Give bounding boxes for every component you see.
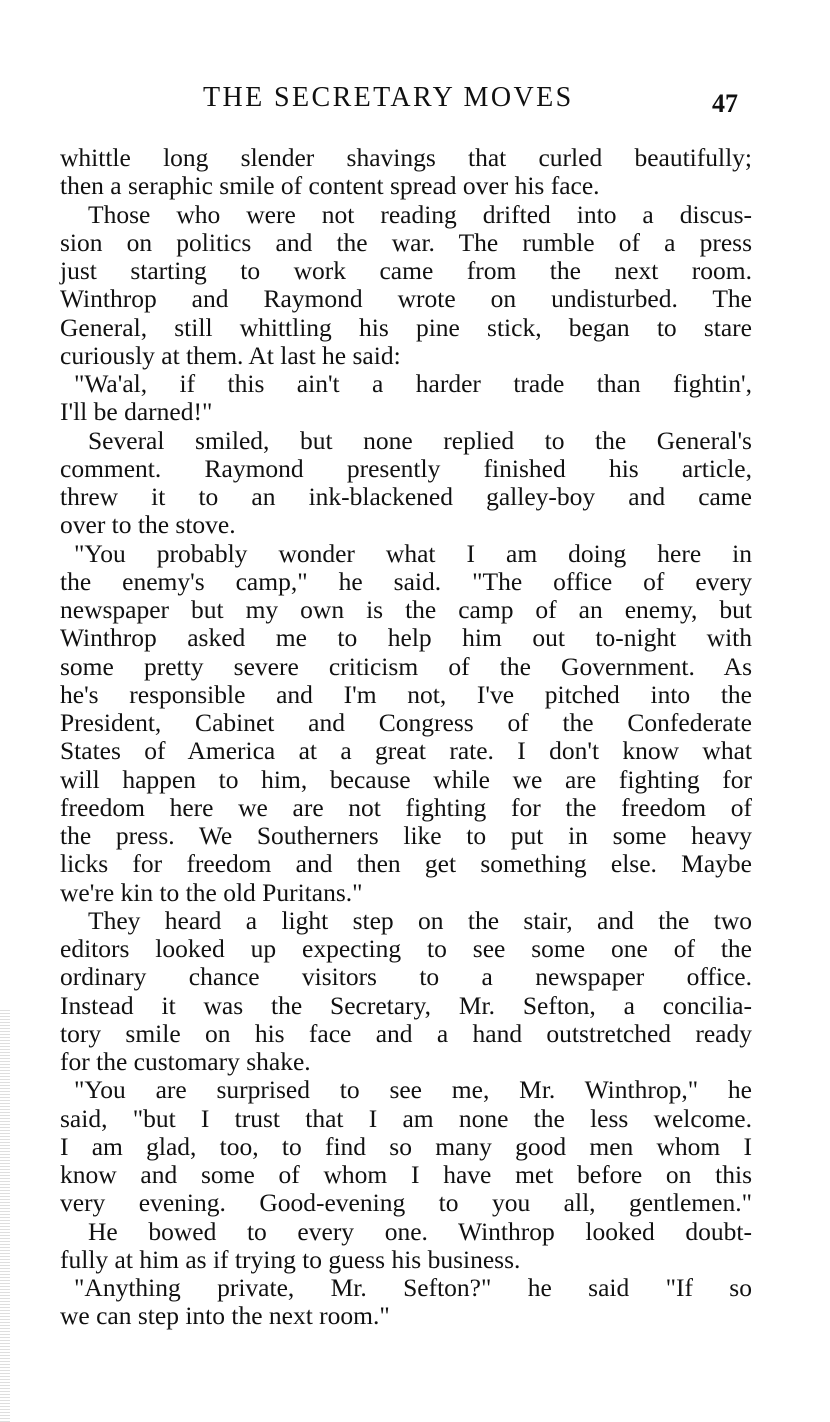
text-line: freedom here we are not fighting for the freedom of [60, 792, 752, 822]
text-line: tory smile on his face and a hand outstretched ready [60, 1018, 752, 1048]
text-line: some pretty severe criticism of the Government. As [60, 651, 752, 681]
text-line: threw it to an ink-blackened galley-boy and came [60, 482, 752, 511]
text-line: Instead it was the Secretary, Mr. Sefton, a concilia- [60, 990, 752, 1020]
running-head: THE SECRETARY MOVES [203, 82, 574, 113]
body-text [60, 144, 752, 1331]
text-line: ordinary chance visitors to a newspaper office. [60, 962, 752, 992]
text-line: "Anything private, Mr. Sefton?" he said "If so [74, 1273, 752, 1302]
text-line: I'll be darned!" [60, 397, 213, 427]
text-line: very evening. Good-evening to you all, gentlemen." [60, 1188, 752, 1218]
text-line: sion on politics and the war. The rumble of a press [60, 227, 752, 257]
text-line: licks for freedom and then get something else. Maybe [60, 849, 752, 879]
text-line: for the customary shake. [60, 1047, 311, 1076]
text-line: will happen to him, because while we are fighting for [60, 764, 752, 794]
text-line: over to the stove. [60, 510, 236, 540]
text-line: I am glad, too, to find so many good men whom I [60, 1131, 752, 1161]
text-line: newspaper but my own is the camp of an enemy, but [60, 595, 752, 624]
text-line: he's responsible and I'm not, I've pitched into the [60, 679, 752, 709]
text-line: Winthrop asked me to help him out to-night with [60, 623, 752, 653]
text-line: General, still whittling his pine stick, began to stare [60, 312, 752, 342]
text-line: editors looked up expecting to see some one of the [60, 934, 752, 963]
text-line: then a seraphic smile of content spread over his face. [60, 171, 600, 201]
text-line: the enemy's camp," he said. "The office of every [60, 566, 752, 596]
text-line: "You are surprised to see me, Mr. Winthrop," he [74, 1075, 752, 1105]
text-line: just starting to work came from the next room. [60, 256, 752, 285]
text-line: They heard a light step on the stair, and the two [88, 905, 752, 935]
text-line: "You probably wonder what I am doing here in [74, 538, 752, 568]
text-line: fully at him as if trying to guess his business. [60, 1244, 521, 1274]
text-line: curiously at them. At last he said: [60, 340, 401, 370]
text-line: the press. We Southerners like to put in some heavy [60, 821, 752, 850]
page-header [0, 78, 830, 118]
text-line: said, "but I trust that I am none the less welcome. [60, 1103, 752, 1133]
text-line: President, Cabinet and Congress of the Confederate [60, 708, 752, 737]
text-line: we can step into the next room." [60, 1301, 390, 1331]
text-line: Several smiled, but none replied to the General's [88, 425, 752, 455]
text-line: know and some of whom I have met before on this [60, 1160, 752, 1189]
page-edge-shading [0, 1010, 10, 1422]
text-line: Those who were not reading drifted into a discus- [88, 199, 752, 229]
page-number: 47 [712, 89, 738, 118]
text-line: He bowed to every one. Winthrop looked doubt- [88, 1216, 752, 1246]
text-line: we're kin to the old Puritans." [60, 877, 363, 907]
text-line: comment. Raymond presently finished his article, [60, 453, 752, 483]
text-line: States of America at a great rate. I don't know what [60, 736, 752, 766]
text-line: Winthrop and Raymond wrote on undisturbed. The [60, 284, 752, 314]
text-line: whittle long slender shavings that curled beautifully; [60, 143, 752, 172]
text-line: "Wa'al, if this ain't a harder trade than fightin', [74, 369, 752, 398]
